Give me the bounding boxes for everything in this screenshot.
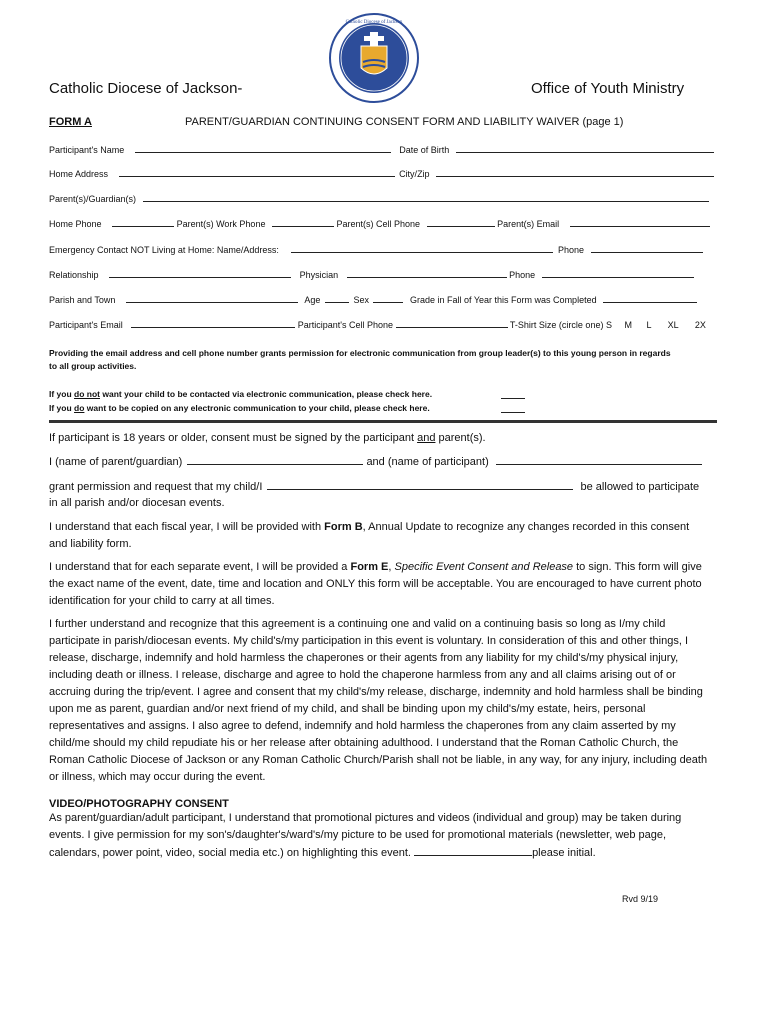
participant-name-field[interactable] <box>135 143 391 153</box>
section-divider <box>49 420 717 423</box>
parent-name-label: I (name of parent/guardian) <box>49 456 183 468</box>
parish-label: Parish and Town <box>49 295 116 305</box>
participant-cell-field[interactable] <box>396 318 508 328</box>
in-all-events-text: in all parish and/or diocesan events. <box>49 497 225 509</box>
participant-email-field[interactable] <box>131 318 295 328</box>
emergency-row <box>49 243 703 257</box>
age-field[interactable] <box>325 293 349 303</box>
physician-phone-label: Phone <box>509 270 536 280</box>
organization-title: Catholic Diocese of Jackson- <box>49 80 243 97</box>
allowed-text: be allowed to participate <box>580 481 700 493</box>
home-phone-field[interactable] <box>112 217 174 227</box>
notice-line-1: Providing the email address and cell phone number grants permission for electronic communication from group leader(s) to this young person in regards <box>49 348 671 358</box>
revision-label: Rvd 9/19 <box>621 894 658 904</box>
cell-phone-label: Parent(s) Cell Phone <box>336 219 421 229</box>
form-label: FORM A <box>49 116 92 128</box>
sex-field[interactable] <box>373 293 403 303</box>
participant-name-field-2[interactable] <box>496 453 702 465</box>
home-phone-label: Home Phone <box>49 219 102 229</box>
diocese-seal-logo <box>328 12 420 104</box>
phones-row <box>49 217 710 231</box>
parish-row <box>49 293 697 307</box>
check-copy-field[interactable] <box>501 403 525 413</box>
participant-email-label: Participant's Email <box>49 320 123 330</box>
waiver-paragraph: I further understand and recognize that this agreement is a continuing one and valid on a continuing basis so long as I/my child participate in parish/diocesan events. My child's/my participation in this event is voluntary. In consideration of this and other things, I release, discharge, indemnify and hold harmless the chaperones or their agents from any liability for my child's/my physical injury, including death or illness. I release, discharge and agree to hold the chaperone harmless from any and all claims arising out of or accruing during the trip/event. I agree and consent that my child's/my release, discharge, indemnity and hold harmless shall be binding upon me as parent, guardian and/or next friend of my child, and shall be binding upon my child's/my estate, heirs, personal representatives and assigns. I also agree to defend, indemnify and hold harmless the chaperones from any claim asserted by my child/me should my child repudiate his or her release after obtaining adulthood. I understand that the Roman Catholic Church, the Roman Catholic Diocese of Jackson or any Roman Catholic Church/Parish shall not be liable, in any way, for any injury, including death or illness, which may occur during the event. <box>49 618 708 783</box>
parents-guardians-row <box>49 192 709 206</box>
video-paragraph: As parent/guardian/adult participant, I understand that promotional pictures and videos (individual and group) may be taken during events. I give permission for my son's/daughter's/ward's/my picture to be used for promotional materials (newsletter, web page, calendars, power point, video, social media etc.) on highlighting this event. please initial. <box>49 812 682 859</box>
check-do-not-contact-text: If you do not want your child to be contacted via electronic communication, please check here. <box>49 389 433 399</box>
parent-name-field[interactable] <box>187 453 363 465</box>
date-of-birth-field[interactable] <box>456 143 714 153</box>
sex-label: Sex <box>353 295 369 305</box>
check-copy-text: If you do want to be copied on any electronic communication to your child, please check here. <box>49 403 430 413</box>
physician-field[interactable] <box>347 268 507 278</box>
tshirt-size-m[interactable]: M <box>624 320 632 330</box>
physician-label: Physician <box>299 270 339 280</box>
parents-guardians-field[interactable] <box>143 192 709 202</box>
email-field[interactable] <box>570 217 710 227</box>
participant-name-row <box>49 143 714 157</box>
home-address-label: Home Address <box>49 169 109 179</box>
parish-field[interactable] <box>126 293 298 303</box>
participant-name-label-2: and (name of participant) <box>366 456 489 468</box>
relationship-field[interactable] <box>109 268 291 278</box>
separate-event-paragraph: I understand that for each separate event, I will be provided a Form E, Specific Event Consent and Release to sign. This form will give the exact name of the event, date, time and location and ONLY this form will be acceptable. You are encouraged to have current photo identification for your child to carry at all times. <box>49 561 702 607</box>
city-zip-label: City/Zip <box>399 169 430 179</box>
date-of-birth-label: Date of Birth <box>399 145 450 155</box>
home-address-row <box>49 167 714 181</box>
work-phone-field[interactable] <box>272 217 334 227</box>
grant-text: grant permission and request that my child/I <box>49 481 263 493</box>
check-do-not-contact-field[interactable] <box>501 389 525 399</box>
grade-label: Grade in Fall of Year this Form was Completed <box>410 295 597 305</box>
emergency-contact-field[interactable] <box>291 243 553 253</box>
home-address-field[interactable] <box>119 167 395 177</box>
office-title: Office of Youth Ministry <box>531 80 685 97</box>
cell-phone-field[interactable] <box>427 217 495 227</box>
emergency-phone-label: Phone <box>557 245 584 255</box>
work-phone-label: Parent(s) Work Phone <box>176 219 266 229</box>
age-label: Age <box>304 295 321 305</box>
tshirt-label: T-Shirt Size (circle one) S <box>509 320 612 330</box>
notice-line-2: to all group activities. <box>49 361 137 371</box>
parents-guardians-label: Parent(s)/Guardian(s) <box>49 194 137 204</box>
communication-notice <box>49 347 719 373</box>
participant-name-label: Participant's Name <box>49 145 125 155</box>
participant-contact-row <box>49 318 706 332</box>
participant-cell-label: Participant's Cell Phone <box>297 320 394 330</box>
physician-phone-field[interactable] <box>542 268 694 278</box>
tshirt-size-2x[interactable]: 2X <box>694 320 706 330</box>
initial-field[interactable] <box>414 844 532 856</box>
video-heading: VIDEO/PHOTOGRAPHY CONSENT <box>49 798 229 810</box>
emergency-contact-label: Emergency Contact NOT Living at Home: Name/Address: <box>49 245 279 255</box>
grade-field[interactable] <box>603 293 697 303</box>
relationship-row <box>49 268 694 282</box>
grant-line <box>49 478 709 496</box>
seal-text: Catholic Diocese of Jackson <box>345 20 403 25</box>
city-zip-field[interactable] <box>436 167 714 177</box>
form-title: PARENT/GUARDIAN CONTINUING CONSENT FORM AND LIABILITY WAIVER (page 1) <box>185 116 624 128</box>
tshirt-size-l[interactable]: L <box>646 320 652 330</box>
child-name-field[interactable] <box>267 478 573 490</box>
fiscal-year-paragraph: I understand that each fiscal year, I will be provided with Form B, Annual Update to recognize any changes recorded in this consent and liability form. <box>49 521 690 550</box>
relationship-label: Relationship <box>49 270 99 280</box>
email-label: Parent(s) Email <box>497 219 560 229</box>
emergency-phone-field[interactable] <box>591 243 703 253</box>
adult-consent-note: If participant is 18 years or older, consent must be signed by the participant and parent(s). <box>49 432 486 444</box>
tshirt-size-xl[interactable]: XL <box>667 320 679 330</box>
names-line <box>49 453 709 471</box>
